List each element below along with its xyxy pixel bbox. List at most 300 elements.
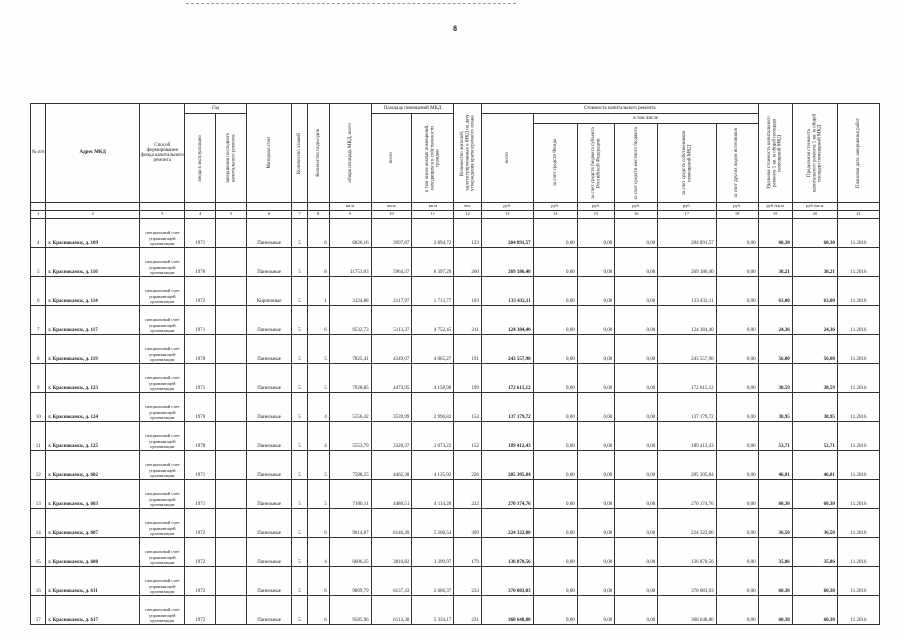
- cell-no: 8: [31, 335, 46, 364]
- cell-no: 5: [31, 248, 46, 277]
- cell-floors: 5: [292, 277, 307, 306]
- cell-unit: 24,36: [758, 306, 792, 335]
- cell-other: 0,00: [716, 219, 758, 248]
- cell-fund: 0,00: [533, 538, 577, 567]
- cell-date: 11.2016: [837, 596, 879, 625]
- table-row: [31, 480, 880, 509]
- cell-method: специальный счет управляющей организации: [140, 538, 185, 567]
- unit-cell: руб.: [533, 203, 577, 211]
- cell-address: г. Краснокамск, д. 117: [46, 306, 140, 335]
- cell-repair: [216, 393, 247, 422]
- column-number-cell: 14: [533, 211, 577, 219]
- page-number: 8: [453, 24, 457, 33]
- cell-date: 11.2016: [837, 393, 879, 422]
- cell-date: 11.2016: [837, 248, 879, 277]
- cell-rf: 0,00: [577, 480, 614, 509]
- table-row: [31, 219, 880, 248]
- cell-local: 0,00: [615, 509, 658, 538]
- cell-max: 38,95: [792, 393, 837, 422]
- cell-repair: [216, 509, 247, 538]
- cell-owners: 136 870,56: [658, 538, 716, 567]
- cell-people: 152: [454, 422, 482, 451]
- cell-no: 9: [31, 364, 46, 393]
- cell-area-all: 4480,51: [371, 480, 412, 509]
- cell-people: 191: [454, 335, 482, 364]
- unit-cell: [46, 203, 140, 211]
- cell-method: специальный счет управляющей организации: [140, 393, 185, 422]
- cell-year: 1972: [185, 509, 216, 538]
- cell-rf: 0,00: [577, 219, 614, 248]
- cell-area-res: 5 666,37: [412, 567, 454, 596]
- cell-area: 9809,79: [329, 567, 371, 596]
- cell-local: 0,00: [615, 248, 658, 277]
- cell-area-all: 2117,97: [371, 277, 412, 306]
- cell-fund: 0,00: [533, 219, 577, 248]
- column-number-cell: 18: [716, 211, 758, 219]
- cell-unit: 46,01: [758, 451, 792, 480]
- header-no: № п/п: [31, 104, 46, 203]
- table-row: [31, 335, 880, 364]
- cell-area-res: 2 996,82: [412, 393, 454, 422]
- cell-year: 1971: [185, 480, 216, 509]
- column-number-cell: 15: [577, 211, 614, 219]
- cell-unit: 38,95: [758, 393, 792, 422]
- cell-fund: 0,00: [533, 422, 577, 451]
- cell-date: 11.2016: [837, 509, 879, 538]
- cell-area-all: 4349,07: [371, 335, 412, 364]
- header-cost-owners: за счет средств собственников помещений МКД: [658, 124, 716, 203]
- cell-total: 136 870,56: [481, 538, 533, 567]
- cell-area: 6606,25: [329, 538, 371, 567]
- cell-wall: Панельные: [247, 335, 292, 364]
- cell-unit: 53,71: [758, 422, 792, 451]
- cell-repair: [216, 335, 247, 364]
- header-year-repair: завершения последнего капитального ремонта: [216, 114, 247, 203]
- cell-floors: 5: [292, 596, 307, 625]
- cell-repair: [216, 422, 247, 451]
- header-year-group: Год: [185, 104, 247, 114]
- cell-address: г. Краснокамск, д. 617: [46, 596, 140, 625]
- cell-date: 11.2016: [837, 451, 879, 480]
- cell-owners: 137 179,72: [658, 393, 716, 422]
- cell-date: 11.2016: [837, 422, 879, 451]
- cell-total: 172 615,12: [481, 364, 533, 393]
- cell-owners: 172 615,12: [658, 364, 716, 393]
- cell-fund: 0,00: [533, 335, 577, 364]
- cell-total: 269 186,40: [481, 248, 533, 277]
- cell-area-all: 4473,95: [371, 364, 412, 393]
- cell-area-res: 4 752,45: [412, 306, 454, 335]
- cell-wall: Панельные: [247, 567, 292, 596]
- cell-date: 11.2016: [837, 335, 879, 364]
- cell-fund: 0,00: [533, 480, 577, 509]
- column-number-cell: 5: [216, 211, 247, 219]
- cell-repair: [216, 596, 247, 625]
- cell-area: 7598,25: [329, 451, 371, 480]
- cell-method: специальный счет управляющей организации: [140, 422, 185, 451]
- cell-area: 6826,16: [329, 219, 371, 248]
- cell-no: 13: [31, 480, 46, 509]
- cell-area: 9614,87: [329, 509, 371, 538]
- cell-area-res: 6 397,29: [412, 248, 454, 277]
- cell-other: 0,00: [716, 538, 758, 567]
- cell-people: 179: [454, 538, 482, 567]
- cell-year: 1970: [185, 248, 216, 277]
- cell-local: 0,00: [615, 277, 658, 306]
- cell-people: 231: [454, 596, 482, 625]
- cell-area-res: 3 073,22: [412, 422, 454, 451]
- header-area-residential: в том числе жилых помещений, находящихся в собственности граждан: [412, 114, 454, 203]
- cell-date: 11.2016: [837, 306, 879, 335]
- cell-address: г. Краснокамск, д. 119: [46, 335, 140, 364]
- table-row: [31, 248, 880, 277]
- cell-total: 368 648,80: [481, 596, 533, 625]
- cell-no: 14: [31, 509, 46, 538]
- cell-method: специальный счет управляющей организации: [140, 509, 185, 538]
- cell-floors: 5: [292, 480, 307, 509]
- cell-fund: 0,00: [533, 306, 577, 335]
- cell-repair: [216, 480, 247, 509]
- cell-entr: 6: [307, 509, 329, 538]
- cell-area-res: 2 894,72: [412, 219, 454, 248]
- cell-method: специальный счет управляющей организации: [140, 567, 185, 596]
- cell-date: 11.2016: [837, 567, 879, 596]
- cell-max: 60,30: [792, 219, 837, 248]
- cell-no: 16: [31, 567, 46, 596]
- cell-address: г. Краснокамск, д. 603: [46, 480, 140, 509]
- cell-area-res: 5 334,17: [412, 596, 454, 625]
- cell-floors: 5: [292, 509, 307, 538]
- cell-no: 11: [31, 422, 46, 451]
- unit-cell: руб.: [577, 203, 614, 211]
- cell-rf: 0,00: [577, 277, 614, 306]
- cell-entr: 4: [307, 393, 329, 422]
- cell-total: 189 412,43: [481, 422, 533, 451]
- cell-area-res: 3 399,97: [412, 538, 454, 567]
- header-cost-total: всего: [481, 114, 533, 203]
- cell-wall: Панельные: [247, 451, 292, 480]
- cell-other: 0,00: [716, 480, 758, 509]
- cell-owners: 204 891,57: [658, 219, 716, 248]
- cell-unit: 60,30: [758, 567, 792, 596]
- cell-wall: Панельные: [247, 509, 292, 538]
- cell-repair: [216, 219, 247, 248]
- cell-other: 0,00: [716, 393, 758, 422]
- cell-method: специальный счет управляющей организации: [140, 219, 185, 248]
- cell-entr: 4: [307, 538, 329, 567]
- cell-year: 1972: [185, 596, 216, 625]
- cell-max: 63,00: [792, 277, 837, 306]
- header-cost-local: за счет средств местного бюджета: [615, 124, 658, 203]
- cell-floors: 5: [292, 451, 307, 480]
- cell-unit: 35,86: [758, 538, 792, 567]
- cell-area: 9585,96: [329, 596, 371, 625]
- unit-cell: [292, 203, 307, 211]
- column-number-cell: 16: [615, 211, 658, 219]
- cell-unit: 60,30: [758, 219, 792, 248]
- cell-area: 3124,88: [329, 277, 371, 306]
- unit-cell: [307, 203, 329, 211]
- cell-entr: 4: [307, 422, 329, 451]
- units-row: [31, 203, 880, 211]
- header-method: Способ формирования фонда капитального ремонта: [140, 104, 185, 203]
- cell-people: 233: [454, 567, 482, 596]
- column-number-cell: 10: [371, 211, 412, 219]
- cell-entr: 5: [307, 480, 329, 509]
- cell-floors: 5: [292, 567, 307, 596]
- table-row: [31, 306, 880, 335]
- cell-total: 370 083,03: [481, 567, 533, 596]
- cell-fund: 0,00: [533, 393, 577, 422]
- cell-local: 0,00: [615, 480, 658, 509]
- cell-total: 137 179,72: [481, 393, 533, 422]
- cell-repair: [216, 306, 247, 335]
- cell-rf: 0,00: [577, 538, 614, 567]
- column-number-cell: 4: [185, 211, 216, 219]
- cell-entr: 6: [307, 219, 329, 248]
- cell-owners: 205 305,84: [658, 451, 716, 480]
- cell-owners: 224 322,00: [658, 509, 716, 538]
- cell-unit: 60,30: [758, 480, 792, 509]
- column-number-cell: 11: [412, 211, 454, 219]
- header-floors: Количество этажей: [292, 104, 307, 203]
- cell-area-res: 4 135,92: [412, 451, 454, 480]
- table-row: [31, 538, 880, 567]
- cell-area-all: 4462,38: [371, 451, 412, 480]
- cell-unit: 63,00: [758, 277, 792, 306]
- cell-rf: 0,00: [577, 306, 614, 335]
- cell-max: 53,71: [792, 422, 837, 451]
- cell-year: 1970: [185, 393, 216, 422]
- header-address: Адрес МКД: [46, 104, 140, 203]
- cell-method: специальный счет управляющей организации: [140, 248, 185, 277]
- cell-year: 1972: [185, 277, 216, 306]
- cell-owners: 189 412,43: [658, 422, 716, 451]
- cell-year: 1972: [185, 538, 216, 567]
- cell-owners: 243 557,90: [658, 335, 716, 364]
- cell-unit: 56,00: [758, 335, 792, 364]
- cell-repair: [216, 277, 247, 306]
- column-number-cell: 20: [792, 211, 837, 219]
- unit-cell: [247, 203, 292, 211]
- cell-repair: [216, 248, 247, 277]
- cell-people: 199: [454, 364, 482, 393]
- cell-local: 0,00: [615, 567, 658, 596]
- cell-repair: [216, 451, 247, 480]
- cell-people: 211: [454, 306, 482, 335]
- cell-local: 0,00: [615, 364, 658, 393]
- cell-people: 103: [454, 277, 482, 306]
- header-cost-group: Стоимость капитального ремонта: [481, 104, 758, 114]
- table-row: [31, 509, 880, 538]
- cell-people: 309: [454, 509, 482, 538]
- cell-date: 11.2016: [837, 219, 879, 248]
- cell-local: 0,00: [615, 596, 658, 625]
- column-number-cell: 7: [292, 211, 307, 219]
- cell-area-all: 6137,43: [371, 567, 412, 596]
- cell-owners: 133 432,11: [658, 277, 716, 306]
- cell-address: г. Краснокамск, д. 123: [46, 364, 140, 393]
- cell-max: 35,86: [792, 538, 837, 567]
- cell-method: специальный счет управляющей организации: [140, 335, 185, 364]
- cell-wall: Панельные: [247, 219, 292, 248]
- cell-area-all: 5113,37: [371, 306, 412, 335]
- cell-floors: 5: [292, 306, 307, 335]
- cell-address: г. Краснокамск, д. 602: [46, 451, 140, 480]
- cell-other: 0,00: [716, 277, 758, 306]
- cell-max: 36,50: [792, 509, 837, 538]
- cell-repair: [216, 364, 247, 393]
- cell-address: г. Краснокамск, д. 125: [46, 422, 140, 451]
- cell-max: 24,36: [792, 306, 837, 335]
- column-number-cell: 19: [758, 211, 792, 219]
- header-cost-fund: за счет средств Фонда: [533, 124, 577, 203]
- column-number-cell: 3: [140, 211, 185, 219]
- cell-people: 226: [454, 451, 482, 480]
- unit-cell: кв.м: [371, 203, 412, 211]
- cell-entr: 5: [307, 364, 329, 393]
- cell-area-all: 5964,37: [371, 248, 412, 277]
- cell-area-all: 6113,38: [371, 596, 412, 625]
- cell-year: 1971: [185, 219, 216, 248]
- cell-fund: 0,00: [533, 567, 577, 596]
- cell-floors: 5: [292, 248, 307, 277]
- column-number-cell: 21: [837, 211, 879, 219]
- cell-other: 0,00: [716, 451, 758, 480]
- cell-area-all: 6146,49: [371, 509, 412, 538]
- cell-local: 0,00: [615, 451, 658, 480]
- header-unit-cost: Удельная стоимость капитального ремонта 1 кв. м общей площади помещений МКД: [758, 104, 792, 203]
- column-number-cell: 2: [46, 211, 140, 219]
- cell-wall: Панельные: [247, 248, 292, 277]
- cell-owners: 124 384,40: [658, 306, 716, 335]
- header-area-group: Площадь помещений МКД: [371, 104, 454, 114]
- cell-no: 12: [31, 451, 46, 480]
- cell-entr: 6: [307, 596, 329, 625]
- cell-address: г. Краснокамск, д. 114: [46, 277, 140, 306]
- cell-entr: 1: [307, 277, 329, 306]
- column-number-cell: 17: [658, 211, 716, 219]
- cell-max: 60,30: [792, 567, 837, 596]
- cell-unit: 38,21: [758, 248, 792, 277]
- cell-max: 60,30: [792, 480, 837, 509]
- unit-cell: [31, 203, 46, 211]
- cell-entr: 8: [307, 248, 329, 277]
- column-numbers-row: [31, 211, 880, 219]
- cell-owners: 269 186,40: [658, 248, 716, 277]
- cell-entr: 6: [307, 567, 329, 596]
- cell-rf: 0,00: [577, 364, 614, 393]
- header-wall: Материал стен: [247, 104, 292, 203]
- header-area-total: всего: [371, 114, 412, 203]
- cell-area-res: 5 268,54: [412, 509, 454, 538]
- repair-plan-table-wrap: [30, 103, 880, 625]
- header-residents: Количество жителей, зарегистрированных в МКД на дату утверждения краткосрочного плана: [454, 104, 482, 203]
- cell-rf: 0,00: [577, 451, 614, 480]
- unit-cell: [140, 203, 185, 211]
- unit-cell: руб.: [615, 203, 658, 211]
- table-row: [31, 364, 880, 393]
- repair-plan-table: [30, 103, 880, 625]
- cell-repair: [216, 567, 247, 596]
- cell-method: специальный счет управляющей организации: [140, 451, 185, 480]
- cell-floors: 5: [292, 364, 307, 393]
- cell-fund: 0,00: [533, 364, 577, 393]
- cell-wall: Панельные: [247, 480, 292, 509]
- cell-total: 224 322,00: [481, 509, 533, 538]
- cell-unit: 60,30: [758, 596, 792, 625]
- cell-floors: 5: [292, 538, 307, 567]
- cell-area: 9532,73: [329, 306, 371, 335]
- cell-other: 0,00: [716, 422, 758, 451]
- cell-wall: Панельные: [247, 596, 292, 625]
- cell-max: 46,01: [792, 451, 837, 480]
- table-row: [31, 393, 880, 422]
- table-row: [31, 567, 880, 596]
- cell-rf: 0,00: [577, 248, 614, 277]
- header-deadline: Плановая дата завершения работ: [837, 104, 879, 203]
- cell-area-res: 1 713,77: [412, 277, 454, 306]
- cell-owners: 370 083,03: [658, 567, 716, 596]
- cell-address: г. Краснокамск, д. 608: [46, 538, 140, 567]
- unit-cell: [216, 203, 247, 211]
- cell-max: 38,59: [792, 364, 837, 393]
- cell-area: 5556,42: [329, 393, 371, 422]
- cell-year: 1971: [185, 451, 216, 480]
- unit-cell: руб.: [481, 203, 533, 211]
- unit-cell: руб./кв.м: [758, 203, 792, 211]
- column-number-cell: 8: [307, 211, 329, 219]
- unit-cell: [185, 203, 216, 211]
- cell-fund: 0,00: [533, 277, 577, 306]
- cell-people: 123: [454, 219, 482, 248]
- cell-wall: Панельные: [247, 538, 292, 567]
- cell-method: специальный счет управляющей организации: [140, 306, 185, 335]
- cell-method: специальный счет управляющей организации: [140, 364, 185, 393]
- cell-method: специальный счет управляющей организации: [140, 480, 185, 509]
- cell-wall: Панельные: [247, 364, 292, 393]
- cell-area: 7825,41: [329, 335, 371, 364]
- cell-date: 11.2016: [837, 277, 879, 306]
- cell-year: 1970: [185, 335, 216, 364]
- column-number-cell: 9: [329, 211, 371, 219]
- cell-address: г. Краснокамск, д. 611: [46, 567, 140, 596]
- cell-date: 11.2016: [837, 538, 879, 567]
- cell-floors: 5: [292, 219, 307, 248]
- cell-other: 0,00: [716, 364, 758, 393]
- cell-total: 270 174,76: [481, 480, 533, 509]
- cell-area: 7028,85: [329, 364, 371, 393]
- cell-no: 4: [31, 219, 46, 248]
- cell-max: 60,30: [792, 596, 837, 625]
- cell-local: 0,00: [615, 219, 658, 248]
- cell-no: 17: [31, 596, 46, 625]
- header-cost-rf: за счет средств бюджета субъекта Российской Федерации: [577, 124, 614, 203]
- table-row: [31, 451, 880, 480]
- cell-area: 5553,79: [329, 422, 371, 451]
- cell-total: 204 891,57: [481, 219, 533, 248]
- cell-rf: 0,00: [577, 567, 614, 596]
- cell-no: 7: [31, 306, 46, 335]
- cell-repair: [216, 538, 247, 567]
- unit-cell: руб.: [658, 203, 716, 211]
- cell-entr: 6: [307, 306, 329, 335]
- cell-method: специальный счет управляющей организации: [140, 277, 185, 306]
- cell-wall: Панельные: [247, 306, 292, 335]
- table-row: [31, 422, 880, 451]
- cell-wall: Панельные: [247, 393, 292, 422]
- cell-year: 1971: [185, 306, 216, 335]
